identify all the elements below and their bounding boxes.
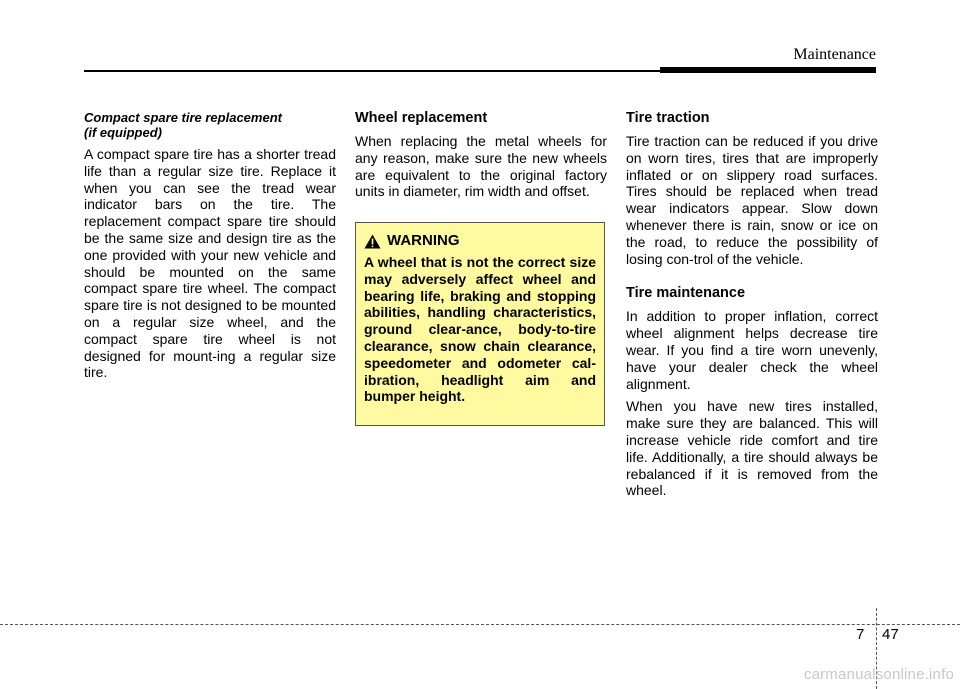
chapter-number: 7 (856, 626, 865, 643)
tire-maintenance-paragraph-1: In addition to proper inflation, correct wheel alignment helps decrease tire wear. If you find a tire worn unevenly, have your dealer check the wheel alignment. (626, 308, 878, 392)
warning-text: A wheel that is not the correct size may adversely affect wheel and bearing life, braking and stopping abilities, handling characteristics, ground clear-ance, body-to-tire clearance, snow chain clearance, speedometer and odometer cal-ibration, headlight aim and bumper height. (364, 254, 596, 405)
compact-spare-heading-line2: (if equipped) (84, 125, 162, 140)
compact-spare-paragraph: A compact spare tire has a shorter tread life than a regular size tire. Replace it when you can see the tread wear indicator bars on the tire. The replacement compact spare tire should be the same size and design tire as the one provided with your new vehicle and should be mounted on the same compact spare tire wheel. The compact spare tire is not designed to be mounted on a regular size wheel, and the compact spare tire wheel is not designed for mount-ing a regular size tire. (84, 146, 336, 381)
column-compact-spare (84, 110, 336, 387)
warning-box (355, 222, 605, 426)
compact-spare-heading-line1: Compact spare tire replacement (84, 110, 282, 125)
compact-spare-heading (84, 110, 336, 140)
section-title: Maintenance (793, 46, 876, 63)
warning-title: WARNING (387, 232, 460, 249)
tire-maintenance-heading: Tire maintenance (626, 285, 746, 302)
page-number: 47 (882, 626, 899, 643)
wheel-replacement-paragraph: When replacing the metal wheels for any reason, make sure the new wheels are equivalent to the original factory units in diameter, rim width and offset. (355, 133, 607, 200)
header-rule-thick (660, 67, 876, 73)
warning-triangle-icon (364, 234, 381, 249)
column-tire-traction (626, 110, 878, 505)
site-watermark: carmanualsonline.info (803, 666, 954, 683)
tire-traction-paragraph: Tire traction can be reduced if you drive on worn tires, tires that are improperly inflated or on slippery road surfaces. Tires should be replaced when tread wear indicators appear. Slow down whenever there is rain, snow or ice on the road, to reduce the possibility of losing con-trol of the vehicle. (626, 133, 878, 267)
column-wheel-replacement (355, 110, 607, 206)
section-spacer (626, 273, 878, 285)
wheel-replacement-heading: Wheel replacement (355, 110, 488, 126)
header-rule-thin (84, 70, 664, 72)
tire-maintenance-paragraph-2: When you have new tires installed, make sure they are balanced. This will increase vehicle ride comfort and tire life. Additionally, a tire should always be rebalanced if it is removed from the wheel. (626, 398, 878, 499)
warning-header (364, 232, 596, 250)
footer-dashed-rule (0, 624, 960, 625)
tire-traction-heading: Tire traction (626, 110, 710, 126)
